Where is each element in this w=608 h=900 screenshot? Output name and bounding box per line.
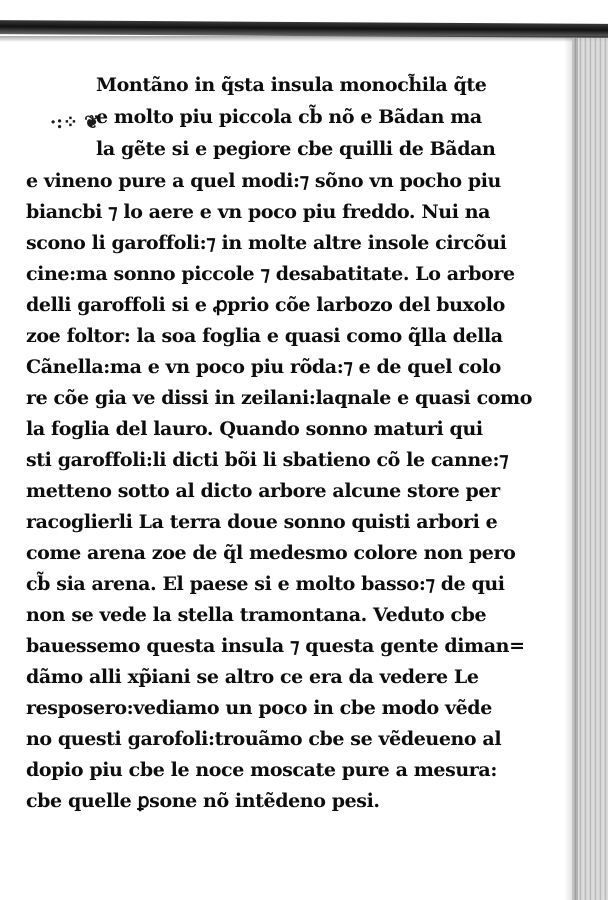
text-line-12: la foglia del lauro. Quando sonno maturi qui (26, 418, 483, 440)
page-top-edge-shadow (0, 36, 608, 42)
text-line-21: resposero:vediamo un poco in cbe modo vẽde (26, 697, 492, 719)
text-line-7: cine:ma sonno piccole ⁊ desabatitate. Lo arbore (26, 263, 515, 285)
page-gutter-shade (564, 38, 578, 900)
text-line-9: zoe foltor: la soa foglia e quasi como q̃lla della (26, 325, 503, 347)
text-line-16: come arena zoe de q̃l medesmo colore non pero (26, 542, 516, 564)
text-line-23: dopio piu cbe le noce moscate pure a mesura: (26, 759, 497, 781)
text-line-2: e molto piu piccola cb̃ nõ e Bãdan ma (96, 106, 482, 128)
text-line-14: metteno sotto al dicto arbore alcune store per (26, 480, 500, 502)
text-line-8: delli garoffoli si e ꝓprio cõe larbozo del buxolo (26, 294, 505, 316)
marginal-ornament: ·:⁘ ❦ (50, 112, 100, 133)
text-line-15: racoglierli La terra doue sonno quisti arbori e (26, 511, 498, 533)
text-line-1: Montãno in q̃sta insula monoch̃ila q̃te (96, 74, 487, 96)
text-line-10: Cãnella:ma e vn poco piu rõda:⁊ e de quel colo (26, 356, 501, 378)
text-line-20: dãmo alli xp̃iani se altro ce era da vedere Le (26, 666, 479, 688)
text-line-6: scono li garoffoli:⁊ in molte altre insole circõui (26, 232, 507, 254)
text-line-11: re cõe gia ve dissi in zeilani:laqnale e quasi como (26, 387, 532, 409)
text-line-13: sti garoffoli:li dicti bõi li sbatieno cõ le canne:⁊ (26, 449, 509, 471)
text-line-22: no questi garofoli:trouãmo cbe se vẽdeueno al (26, 728, 502, 750)
text-line-4: e vineno pure a quel modi:⁊ sõno vn pocho piu (26, 170, 501, 192)
text-line-19: bauessemo questa insula ⁊ questa gente diman= (26, 635, 525, 657)
text-line-3: la gẽte si e pegiore cbe quilli de Bãdan (96, 138, 496, 160)
text-line-18: non se vede la stella tramontana. Veduto cbe (26, 604, 487, 626)
text-line-5: biancbi ⁊ lo aere e vn poco piu freddo. Nui na (26, 201, 491, 223)
text-line-17: cb̃ sia arena. El paese si e molto basso:⁊ de qui (26, 573, 505, 595)
text-line-24: cbe quelle ꝑsone nõ intẽdeno pesi. (26, 790, 380, 812)
